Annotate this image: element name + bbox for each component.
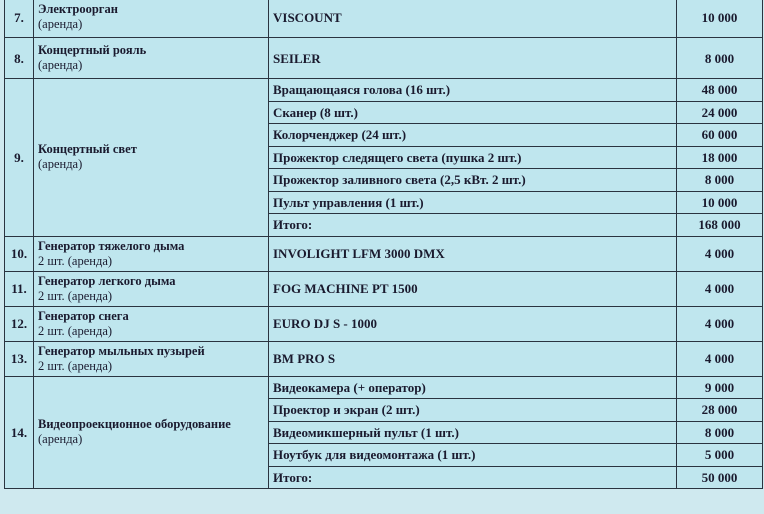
equipment-item: Сканер (8 шт.)	[269, 101, 677, 124]
equipment-title: Электроорган	[38, 2, 118, 16]
equipment-price: 4 000	[677, 341, 763, 376]
equipment-name	[34, 341, 269, 376]
table-row	[5, 341, 763, 376]
equipment-price: 4 000	[677, 236, 763, 271]
equipment-item: Ноутбук для видеомонтажа (1 шт.)	[269, 444, 677, 467]
equipment-name	[34, 38, 269, 79]
equipment-price: 24 000	[677, 101, 763, 124]
total-price: 50 000	[677, 466, 763, 489]
total-label: Итого:	[269, 214, 677, 237]
equipment-name	[34, 376, 269, 489]
equipment-item: Вращающаяся голова (16 шт.)	[269, 79, 677, 102]
equipment-note: 2 шт. (аренда)	[38, 288, 113, 303]
equipment-note: 2 шт. (аренда)	[38, 358, 113, 373]
equipment-title: Генератор легкого дыма	[38, 273, 176, 288]
equipment-price: 8 000	[677, 38, 763, 79]
equipment-price: 48 000	[677, 79, 763, 102]
equipment-item: Видеокамера (+ оператор)	[269, 376, 677, 399]
equipment-item: FOG MACHINE PT 1500	[269, 271, 677, 306]
equipment-name	[34, 271, 269, 306]
equipment-note: 2 шт. (аренда)	[38, 253, 113, 268]
equipment-title: Видеопроекционное оборудование	[38, 417, 231, 432]
equipment-item: BM PRO S	[269, 341, 677, 376]
equipment-item: INVOLIGHT LFM 3000 DMX	[269, 236, 677, 271]
equipment-note: (аренда)	[38, 17, 83, 31]
equipment-title: Генератор снега	[38, 308, 129, 323]
equipment-title: Концертный свет	[38, 142, 137, 157]
equipment-name	[34, 0, 269, 38]
table-row	[5, 306, 763, 341]
equipment-item: Пульт управления (1 шт.)	[269, 191, 677, 214]
equipment-name	[34, 306, 269, 341]
row-number: 9.	[5, 79, 34, 237]
table-row	[5, 0, 763, 38]
equipment-item: Прожектор заливного света (2,5 кВт. 2 шт.)	[269, 169, 677, 192]
equipment-price: 8 000	[677, 421, 763, 444]
equipment-title: Концертный рояль	[38, 43, 147, 57]
table-row	[5, 236, 763, 271]
row-number: 13.	[5, 341, 34, 376]
equipment-item: VISCOUNT	[269, 0, 677, 38]
equipment-price: 10 000	[677, 191, 763, 214]
equipment-item: Колорченджер (24 шт.)	[269, 124, 677, 147]
equipment-title: Генератор тяжелого дыма	[38, 238, 185, 253]
equipment-price: 10 000	[677, 0, 763, 38]
total-label: Итого:	[269, 466, 677, 489]
row-number: 11.	[5, 271, 34, 306]
equipment-item: Видеомикшерный пульт (1 шт.)	[269, 421, 677, 444]
equipment-note: (аренда)	[38, 157, 83, 172]
equipment-item: Проектор и экран (2 шт.)	[269, 399, 677, 422]
equipment-price: 4 000	[677, 271, 763, 306]
equipment-note: (аренда)	[38, 58, 83, 72]
total-price: 168 000	[677, 214, 763, 237]
table-row	[5, 79, 763, 102]
equipment-name	[34, 236, 269, 271]
row-number: 7.	[5, 0, 34, 38]
equipment-name	[34, 79, 269, 237]
equipment-price: 9 000	[677, 376, 763, 399]
equipment-price: 18 000	[677, 146, 763, 169]
equipment-item: SEILER	[269, 38, 677, 79]
equipment-item: EURO DJ S - 1000	[269, 306, 677, 341]
equipment-item: Прожектор следящего света (пушка 2 шт.)	[269, 146, 677, 169]
row-number: 8.	[5, 38, 34, 79]
table-row	[5, 376, 763, 399]
equipment-note: 2 шт. (аренда)	[38, 323, 113, 338]
equipment-note: (аренда)	[38, 432, 83, 447]
row-number: 14.	[5, 376, 34, 489]
equipment-price: 8 000	[677, 169, 763, 192]
row-number: 12.	[5, 306, 34, 341]
equipment-price: 4 000	[677, 306, 763, 341]
equipment-title: Генератор мыльных пузырей	[38, 343, 205, 358]
equipment-price: 60 000	[677, 124, 763, 147]
table-row	[5, 271, 763, 306]
row-number: 10.	[5, 236, 34, 271]
equipment-price: 5 000	[677, 444, 763, 467]
equipment-price: 28 000	[677, 399, 763, 422]
table-row	[5, 38, 763, 79]
equipment-price-table	[4, 0, 763, 489]
